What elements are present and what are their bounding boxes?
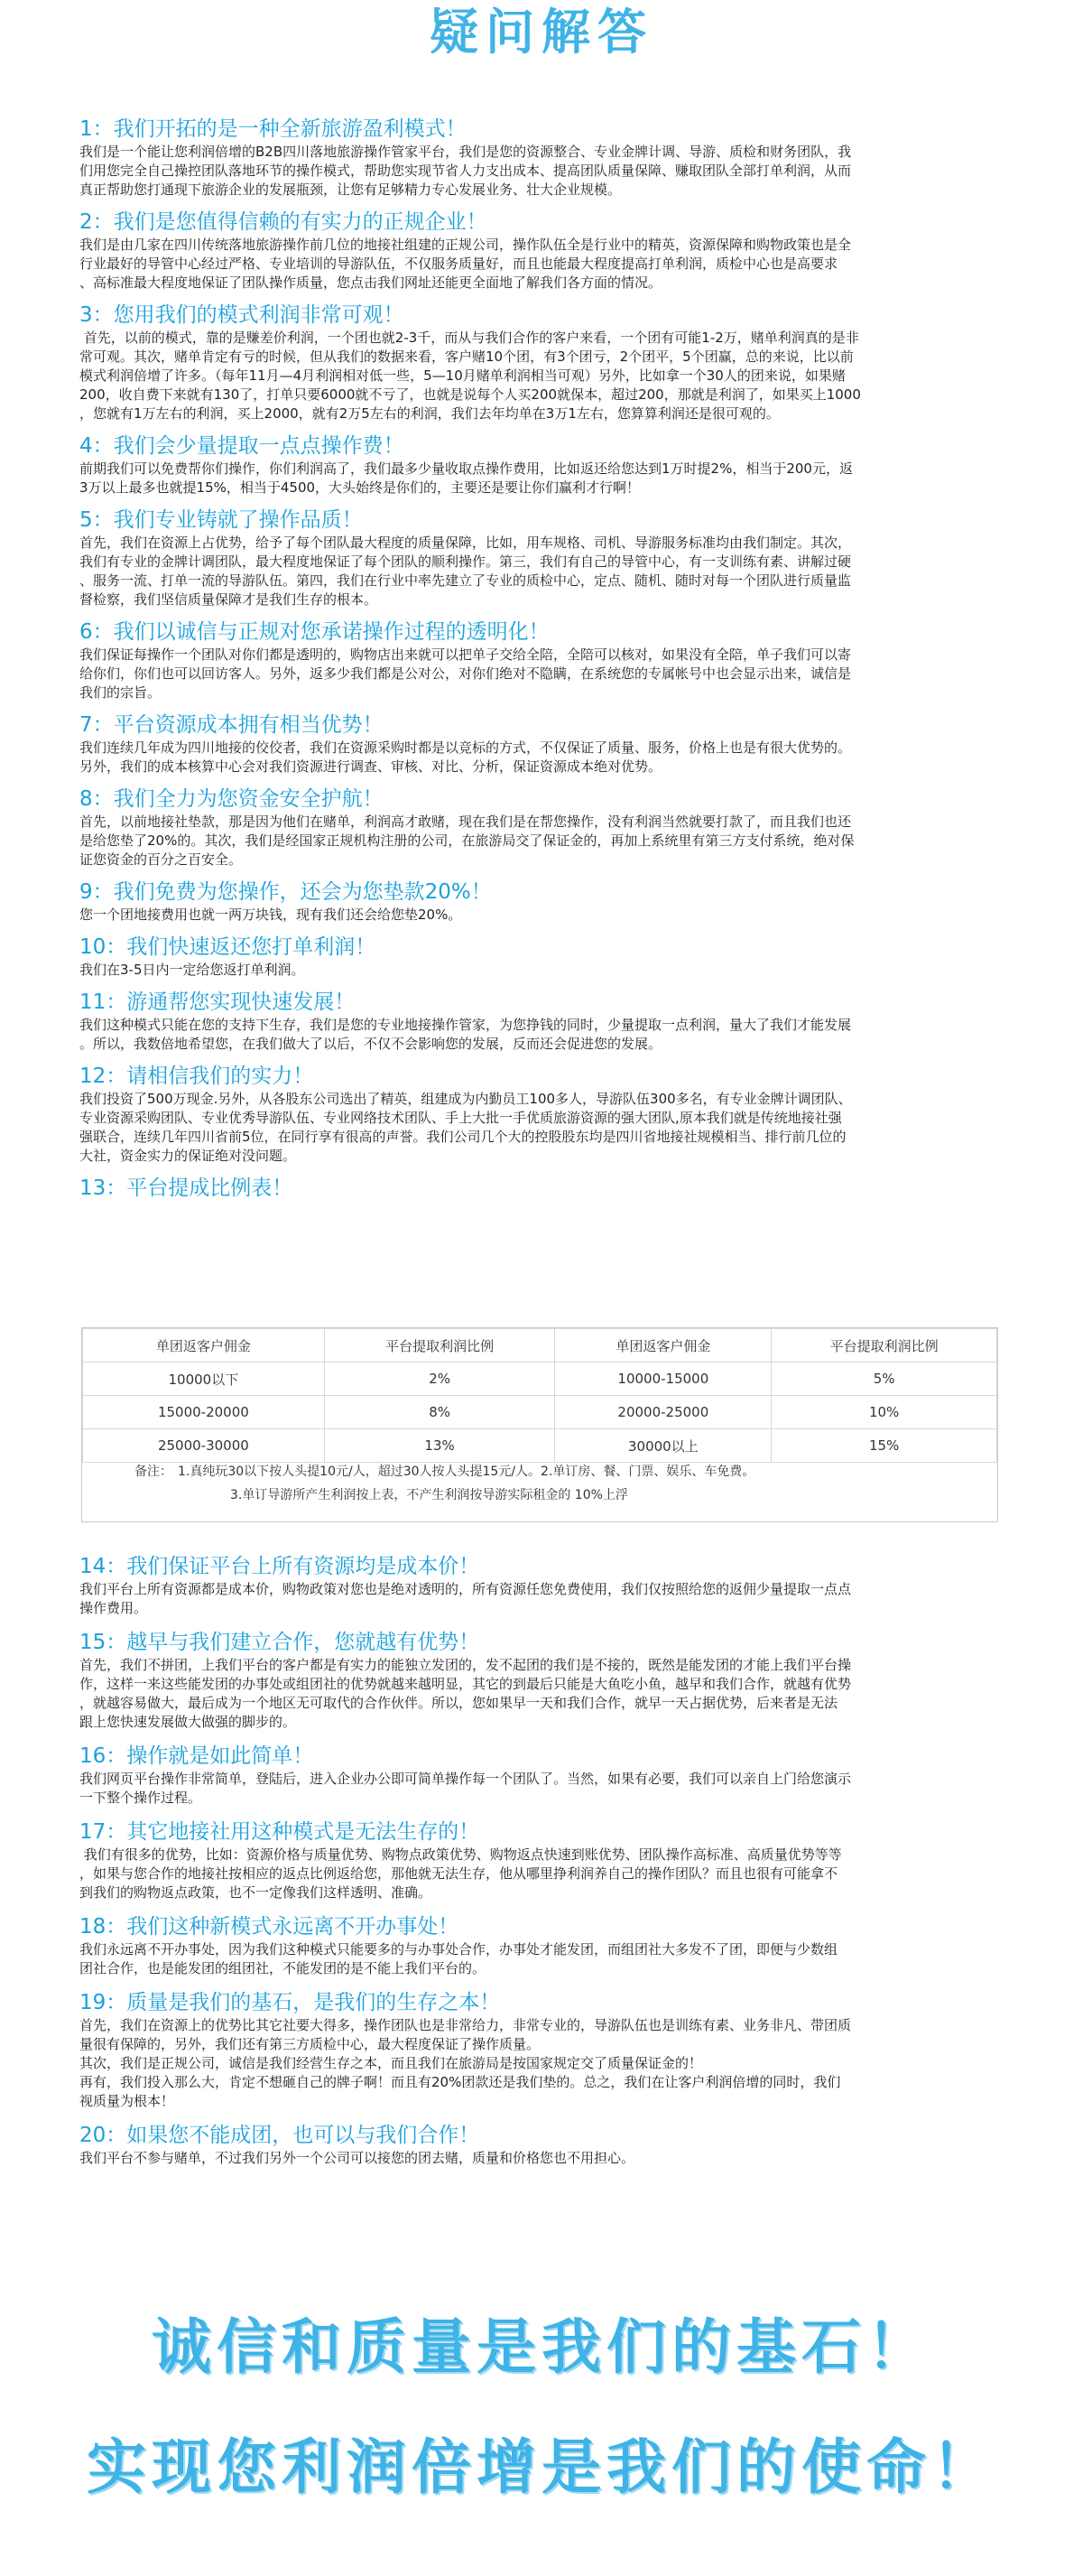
section-body [79,143,1005,200]
body-line: 常可观。其次，赌单肯定有亏的时候，但从我们的数据来看，客户赌10个团，有3个团亏，2个团平，5个团赢，总的来说，比以前 [79,349,854,365]
table-cell: 25000-30000 [83,1429,325,1463]
section-title: 15：越早与我们建立合作，您就越有优势！ [79,1631,480,1654]
body-line: 再有，我们投入那么大，肯定不想砸自己的牌子啊！而且有20%团款还是我们垫的。总之，我们在让客户利润倍增的同时，我们 [79,2074,841,2090]
note-line: 1.真纯玩30以下按人头提10元/人，超过30人按人头提15元/人。2.单订房、餐、门票、娱乐、车免费。 [178,1465,755,1479]
body-line: 我们永远离不开办事处，因为我们这种模式只能要多的与办事处合作，办事处才能发团，而组团社大多发不了团，即便与少数组 [79,1941,838,1958]
body-line: 您一个团地接费用也就一两万块钱，现有我们还会给您垫20%。 [79,907,462,923]
body-line: 模式利润倍增了许多。（每年11月—4月利润相对低一些，5—10月赌单利润相当可观）另外，比如拿一个30人的团来说，如果赌 [79,367,846,384]
table-notes [134,1460,983,1507]
section-title: 20：如果您不能成团，也可以与我们合作！ [79,2124,480,2147]
body-line: 是给您垫了20%的。其次，我们是经国家正规机构注册的公司，在旅游局交了保证金的，再加上系统里有第三方支付系统，绝对保 [79,832,855,849]
faq-section [79,989,1005,1054]
table-header-cell: 平台提取利润比例 [772,1329,997,1362]
table-cell: 2% [324,1362,555,1396]
table-row [83,1396,997,1429]
section-title: 2：我们是您值得信赖的有实力的正规企业！ [79,210,487,234]
section-body [79,460,1005,498]
note-line: 3.单订导游所产生利润按上表，不产生利润按导游实际租金的 10%上浮 [230,1488,628,1502]
body-line: 首先，以前的模式，靠的是赚差价利润，一个团也就2-3千，而从与我们合作的客户来看，一个团有可能1-2万，赌单利润真的是非 [79,330,859,346]
body-line: 我们网页平台操作非常简单，登陆后，进入企业办公即可简单操作每一个团队了。当然，如果有必要，我们可以亲自上门给您演示 [79,1771,852,1787]
section-title: 4：我们会少量提取一点点操作费！ [79,434,404,458]
body-line: 真正帮助您打通现下旅游企业的发展瓶颈，让您有足够精力专心发展业务、壮大企业规模。 [79,181,622,198]
body-line: 首先，我们在资源上占优势，给予了每个团队最大程度的质量保障，比如，用车规格、司机、导游服务标准均由我们制定。其次， [79,535,852,551]
table-cell: 10% [772,1396,997,1429]
body-line: 前期我们可以免费帮你们操作，你们利润高了，我们最多少量收取点操作费用，比如返还给您达到1万时提2%，相当于200元，返 [79,460,853,477]
body-line: 跟上您快速发展做大做强的脚步的。 [79,1714,297,1730]
table-cell: 10000-15000 [555,1362,772,1396]
faq-section [79,1175,1005,1202]
faq-section [79,209,1005,293]
notes-label: 备注： [134,1465,172,1479]
rate-table [82,1328,997,1463]
body-line: 其次，我们是正规公司，诚信是我们经营生存之本，而且我们在旅游局是按国家规定交了质量保证金的！ [79,2055,703,2071]
body-line: 我们这种模式只能在您的支持下生存，我们是您的专业地接操作管家，为您挣钱的同时，少量提取一点利润，量大了我们才能发展 [79,1017,852,1033]
section-body [79,534,1005,609]
body-line: 督检察，我们坚信质量保障才是我们生存的根本。 [79,591,378,608]
section-body [79,1770,1005,1808]
section-title: 19：质量是我们的基石，是我们的生存之本！ [79,1991,501,2014]
faq-section [79,116,1005,200]
section-body [79,1016,1005,1054]
section-title: 17：其它地接社用这种模式是无法生存的！ [79,1820,480,1844]
section-body [79,1580,1005,1618]
section-body [79,329,1005,423]
section-body [79,1090,1005,1166]
body-line: ，就越容易做大，最后成为一个地区无可取代的合作伙伴。所以，您如果早一天和我们合作，就早一天占据优势，后来者是无法 [79,1695,838,1711]
section-title: 1：我们开拓的是一种全新旅游盈利模式！ [79,117,467,141]
section-body [79,1656,1005,1732]
faq-section [79,1818,1005,1902]
table-header-cell: 平台提取利润比例 [324,1329,555,1362]
table-header-cell: 单团返客户佣金 [83,1329,325,1362]
section-title: 14：我们保证平台上所有资源均是成本价！ [79,1555,480,1578]
page-title: 疑问解答 [430,4,653,60]
body-line: 作，这样一来这些能发团的办事处或组团社的优势就越来越明显，其它的到最后只能是大鱼吃小鱼，越早和我们合作，就越有优势 [79,1676,852,1692]
table-cell: 5% [772,1362,997,1396]
body-line: 量很有保障的，另外，我们还有第三方质检中心，最大程度保证了操作质量。 [79,2036,541,2052]
section-body [79,906,1005,925]
body-line: 我们平台上所有资源都是成本价，购物政策对您也是绝对透明的，所有资源任您免费使用，我们仅按照给您的返佣少量提取一点点 [79,1581,852,1597]
body-line: 我们是由几家在四川传统落地旅游操作前几位的地接社组建的正规公司，操作队伍全是行业中的精英，资源保障和购物政策也是全 [79,237,852,253]
faq-section [79,786,1005,870]
section-title: 8：我们全力为您资金安全护航！ [79,787,384,811]
faq-section [79,1629,1005,1732]
table-cell: 15000-20000 [83,1396,325,1429]
body-line: 视质量为根本！ [79,2093,175,2109]
body-line: 首先，我们不拼团，上我们平台的客户都是有实力的能独立发团的，发不起团的我们是不接的，既然是能发团的才能上我们平台操 [79,1657,852,1673]
section-title: 6：我们以诚信与正规对您承诺操作过程的透明化！ [79,620,550,644]
faq-section [79,1063,1005,1166]
section-body [79,236,1005,293]
faq-section [79,507,1005,609]
body-line: 证您资金的百分之百安全。 [79,851,243,868]
table-cell: 8% [324,1396,555,1429]
body-line: 另外，我们的成本核算中心会对我们资源进行调查、审核、对比、分析，保证资源成本绝对优势。 [79,758,662,775]
body-line: 到我们的购物返点政策，也不一定像我们这样透明、准确。 [79,1884,432,1901]
body-line: 我们在3-5日内一定给您返打单利润。 [79,962,305,978]
section-body [79,646,1005,702]
table-cell: 10000以下 [83,1362,325,1396]
faq-section [79,1743,1005,1808]
section-body [79,2016,1005,2111]
body-line: 。所以，我数倍地希望您，在我们做大了以后，不仅不会影响您的发展，反而还会促进您的发展。 [79,1036,662,1052]
table-cell: 20000-25000 [555,1396,772,1429]
section-title: 11：游通帮您实现快速发展！ [79,990,356,1014]
body-line: 我们有专业的金牌计调团队，最大程度地保证了每个团队的顺利操作。第三，我们有自己的导管中心，有一支训练有素、讲解过硬 [79,553,852,570]
faq-section [79,2122,1005,2168]
body-line: 专业资源采购团队、专业优秀导游队伍、专业网络技术团队、手上大批一手优质旅游资源的强大团队,原本我们就是传统地接社强 [79,1110,842,1126]
body-line: 3万以上最多也就提15%，相当于4500，大头始终是你们的，主要还是要让你们赢利才行啊！ [79,479,641,496]
table-row [83,1429,997,1463]
section-title: 10：我们快速返还您打单利润！ [79,935,376,959]
body-line: 首先，以前地接社垫款，那是因为他们在赌单，利润高才敢赌，现在我们是在帮您操作，没有利润当然就要打款了，而且我们也还 [79,814,852,830]
faq-list [79,116,1005,1202]
body-line: 我们投资了500万现金.另外，从各股东公司选出了精英，组建成为内勤员工100多人，导游队伍300多名，有专业金牌计调团队、 [79,1091,852,1107]
body-line: 我们连续几年成为四川地接的佼佼者，我们在资源采购时都是以竞标的方式，不仅保证了质量、服务，价格上也是有很大优势的。 [79,739,852,756]
table-header-cell: 单团返客户佣金 [555,1329,772,1362]
section-body [79,2149,1005,2168]
section-title: 9：我们免费为您操作，还会为您垫款20%！ [79,880,492,904]
body-line: 我们的宗旨。 [79,684,162,701]
body-line: 一下整个操作过程。 [79,1790,202,1806]
body-line: ，如果与您合作的地接社按相应的返点比例返给您，那他就无法生存，他从哪里挣利润养自己的操作团队？而且也很有可能拿不 [79,1865,838,1882]
section-title: 13：平台提成比例表！ [79,1176,293,1200]
body-line: 我们平台不参与赌单，不过我们另外一个公司可以接您的团去赌，质量和价格您也不用担心。 [79,2150,635,2166]
body-line: 强联合，连续几年四川省前5位，在同行享有很高的声誉。我们公司几个大的控股股东均是四川省地接社规模相当、排行前几位的 [79,1129,847,1145]
faq-section [79,432,1005,498]
faq-list-2 [79,1553,1005,2168]
body-line: 我们有很多的优势，比如：资源价格与质量优势、购物点政策优势、购物返点快速到账优势、团队操作高标准、高质量优势等等 [79,1846,842,1863]
body-line: 、高标准最大程度地保证了团队操作质量，您点击我们网址还能更全面地了解我们各方面的情况。 [79,274,662,291]
body-line: ，您就有1万左右的利润，买上2000，就有2万5左右的利润，我们去年均单在3万1左右，您算算利润还是很可观的。 [79,405,780,422]
faq-section [79,1913,1005,1978]
section-body [79,813,1005,870]
banner-slogan: 诚信和质量是我们的基石！ [152,2312,931,2382]
section-title: 7：平台资源成本拥有相当优势！ [79,713,384,737]
banner-slogan: 实现您利润倍增是我们的使命！ [87,2432,996,2502]
body-line: 200，收自费下来就有130了，打单只要6000就不亏了，也就是说每个人买200就保本，超过200，那就是利润了，如果买上1000 [79,386,861,403]
section-title: 12：请相信我们的实力！ [79,1065,314,1088]
body-line: 我们保证每操作一个团队对你们都是透明的，购物店出来就可以把单子交给全陪，全陪可以核对，如果没有全陪，单子我们可以寄 [79,646,852,663]
section-body [79,739,1005,777]
section-title: 3：您用我们的模式利润非常可观！ [79,303,404,327]
faq-section [79,302,1005,423]
body-line: 首先，我们在资源上的优势比其它社要大得多，操作团队也是非常给力，非常专业的，导游队伍也是训练有素、业务非凡、带团质 [79,2017,852,2033]
body-line: 给你们，你们也可以回访客人。另外，返多少我们都是公对公，对你们绝对不隐瞒，在系统您的专属帐号中也会显示出来，诚信是 [79,665,852,682]
section-title: 16：操作就是如此简单！ [79,1744,314,1768]
table-cell: 13% [324,1429,555,1463]
table-cell: 30000以上 [555,1429,772,1463]
table-cell: 15% [772,1429,997,1463]
section-title: 5：我们专业铸就了操作品质！ [79,508,363,532]
body-line: 团社合作，也是能发团的组团社，不能发团的是不能上我们平台的。 [79,1960,486,1976]
table-header-row [83,1329,997,1362]
rate-table-box [81,1327,998,1522]
body-line: 们用您完全自己操控团队落地环节的操作模式，帮助您实现节省人力支出成本、提高团队质量保障、赚取团队全部打单利润，从而 [79,163,852,179]
faq-section [79,879,1005,925]
body-line: 我们是一个能让您利润倍增的B2B四川落地旅游操作管家平台，我们是您的资源整合、专业金牌计调、导游、质检和财务团队，我 [79,144,852,160]
body-line: 行业最好的导管中心经过严格、专业培训的导游队伍，不仅服务质量好，而且也能最大程度提高打单利润，质检中心也是高要求 [79,256,838,272]
section-title: 18：我们这种新模式永远离不开办事处！ [79,1915,459,1939]
body-line: 、服务一流、打单一流的导游队伍。第四，我们在行业中率先建立了专业的质检中心，定点、随机、随时对每一个团队进行质量监 [79,572,852,589]
faq-section [79,1553,1005,1618]
faq-section [79,711,1005,777]
section-body [79,1846,1005,1902]
body-line: 操作费用。 [79,1600,148,1616]
section-body [79,1940,1005,1978]
faq-section [79,934,1005,980]
body-line: 大社，资金实力的保证绝对没问题。 [79,1148,297,1164]
section-body [79,961,1005,980]
faq-section [79,618,1005,702]
faq-section [79,1989,1005,2111]
table-row [83,1362,997,1396]
